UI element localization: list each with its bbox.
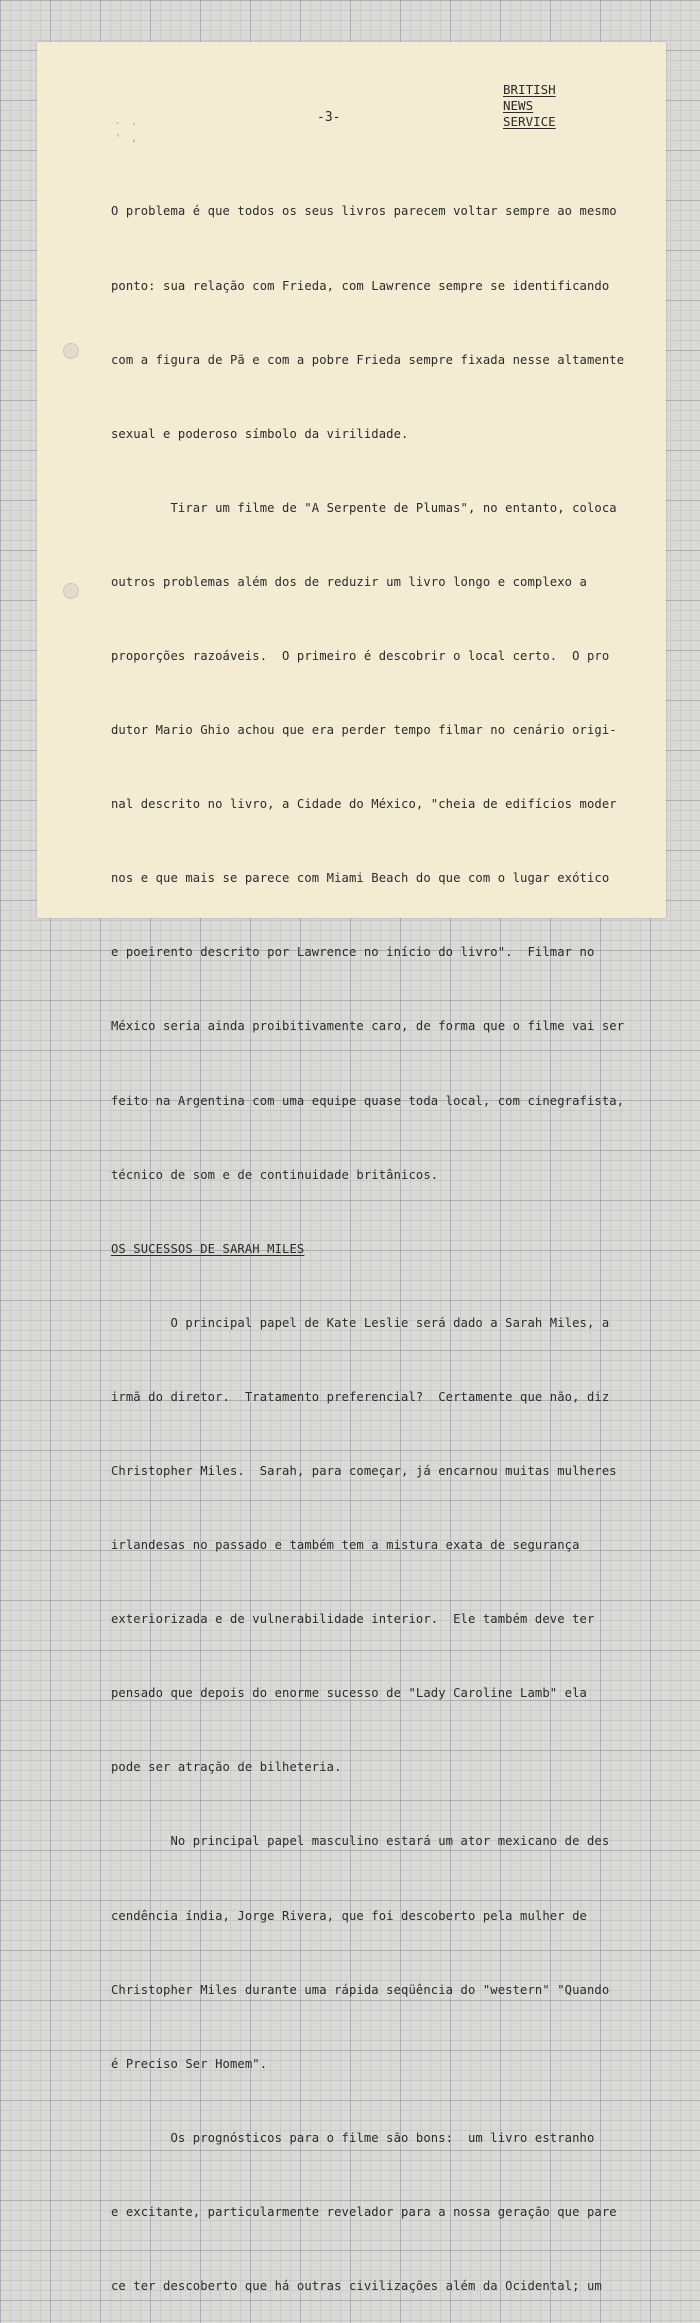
text-line: irlandesas no passado e também tem a mistura exata de segurança (111, 1538, 580, 1553)
text-line: com a figura de Pã e com a pobre Frieda sempre fixada nesse altamente (111, 352, 625, 367)
text-line: cendência índia, Jorge Rivera, que foi descoberto pela mulher de (111, 1908, 587, 1923)
page-number: -3- (317, 110, 341, 125)
text-line: México seria ainda proibitivamente caro, de forma que o filme vai ser (111, 1019, 625, 1034)
text-line: irmã do diretor. Tratamento preferencial? Certamente que não, diz (111, 1389, 610, 1404)
text-line: pensado que depois do enorme sucesso de "Lady Caroline Lamb" ela (111, 1686, 587, 1701)
text-line: técnico de som e de continuidade britânicos. (111, 1167, 439, 1182)
letterhead-line: BRITISH (503, 82, 556, 97)
text-line: outros problemas além dos de reduzir um livro longo e complexo a (111, 574, 587, 589)
letterhead (503, 82, 556, 130)
text-line: pode ser atração de bilheteria. (111, 1760, 342, 1775)
text-line: No principal papel masculino estará um ator mexicano de des (111, 1834, 610, 1849)
letterhead-line: NEWS (503, 98, 534, 113)
text-line: Christopher Miles. Sarah, para começar, já encarnou muitas mulheres (111, 1464, 617, 1478)
text-line: ce ter descoberto que há outras civilizações além da Ocidental; um (111, 2279, 602, 2294)
text-line: Christopher Miles durante uma rápida seqüência do "western" "Quando (111, 1982, 610, 1997)
text-line: ponto: sua relação com Frieda, com Lawrence sempre se identificando (111, 278, 610, 293)
text-line: nos e que mais se parece com Miami Beach do que com o lugar exótico (111, 871, 610, 886)
text-line: Os prognósticos para o filme são bons: um livro estranho (111, 2130, 595, 2145)
text-line: exteriorizada e de vulnerabilidade interior. Ele também deve ter (111, 1612, 595, 1627)
punch-hole (63, 583, 79, 599)
ink-smudge: ` ' ' , (115, 122, 140, 144)
letterhead-line: SERVICE (503, 114, 556, 129)
text-line: proporções razoáveis. O primeiro é descobrir o local certo. O pro (111, 648, 610, 663)
document-body (111, 150, 631, 2323)
text-line: O principal papel de Kate Leslie será dado a Sarah Miles, a (111, 1315, 610, 1330)
text-line: feito na Argentina com uma equipe quase toda local, com cinegrafista, (111, 1093, 625, 1108)
text-line: sexual e poderoso símbolo da virilidade. (111, 426, 409, 441)
text-line: nal descrito no livro, a Cidade do México, "cheia de edifícios moder (111, 797, 617, 812)
text-line: Tirar um filme de "A Serpente de Plumas", no entanto, coloca (111, 500, 617, 515)
text-line: O problema é que todos os seus livros parecem voltar sempre ao mesmo (111, 204, 617, 219)
text-line: e poeirento descrito por Lawrence no início do livro". Filmar no (111, 945, 595, 960)
text-line: dutor Mario Ghio achou que era perder tempo filmar no cenário origi- (111, 723, 617, 738)
text-line: é Preciso Ser Homem". (111, 2056, 268, 2071)
section-heading: OS SUCESSOS DE SARAH MILES (111, 1241, 305, 1256)
punch-hole (63, 343, 79, 359)
text-line: e excitante, particularmente revelador para a nossa geração que pare (111, 2204, 617, 2219)
